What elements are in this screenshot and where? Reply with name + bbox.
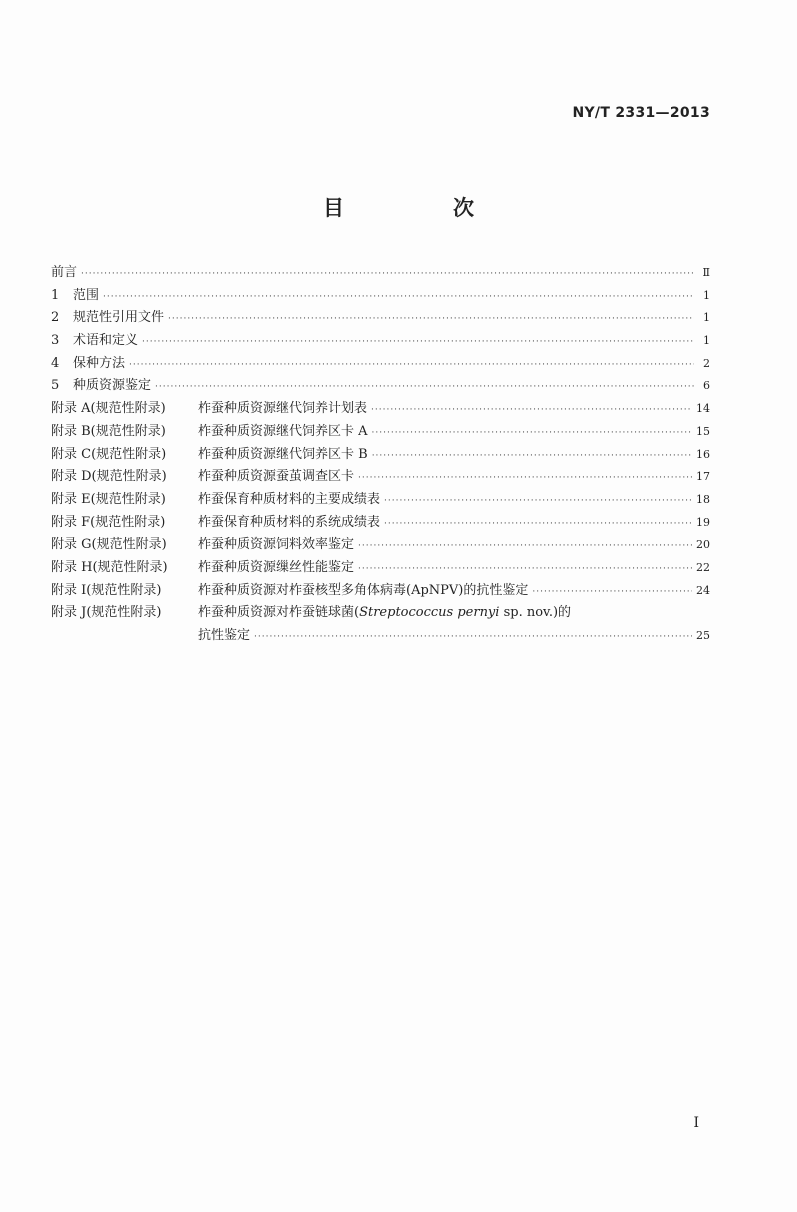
toc-page: 1 — [703, 288, 710, 302]
leader-dots — [372, 422, 692, 445]
leader-dots — [532, 581, 692, 604]
leader-dots — [155, 376, 694, 399]
annex-prefix: 附录 E(规范性附录) — [51, 491, 166, 507]
toc-entry-annex-g[interactable] — [51, 534, 710, 557]
toc-page: 1 — [703, 311, 710, 325]
toc-page: 18 — [696, 492, 710, 506]
toc-number: 1 — [51, 287, 60, 303]
toc-number: 3 — [51, 333, 60, 349]
toc-entry-annex-j-continuation[interactable] — [51, 625, 710, 648]
annex-prefix: 附录 B(规范性附录) — [51, 423, 166, 439]
leader-dots — [142, 331, 694, 354]
toc-label — [198, 602, 571, 625]
toc-label: 柞蚕种质资源继代饲养区卡 B — [198, 446, 368, 462]
leader-dots — [358, 535, 692, 558]
toc-page: 15 — [696, 424, 710, 438]
toc-entry-annex-e[interactable] — [51, 489, 710, 512]
leader-dots — [358, 558, 692, 581]
leader-dots — [129, 354, 694, 377]
annex-prefix: 附录 F(规范性附录) — [51, 514, 166, 530]
toc-entry-section-2[interactable] — [51, 307, 710, 330]
leader-dots — [372, 445, 692, 468]
leader-dots — [358, 467, 692, 490]
toc-label-part: sp. nov.)的 — [499, 605, 572, 621]
annex-prefix: 附录 H(规范性附录) — [51, 559, 168, 575]
toc-entry-section-3[interactable] — [51, 330, 710, 353]
toc-label-part: 柞蚕种质资源对柞蚕链球菌( — [198, 605, 360, 621]
toc-label: 柞蚕种质资源继代饲养计划表 — [198, 401, 368, 417]
toc-entry-section-1[interactable] — [51, 285, 710, 308]
toc-entry-annex-i[interactable] — [51, 580, 710, 603]
toc-page: 6 — [703, 379, 710, 393]
toc-label: 前言 — [51, 265, 78, 280]
toc-entry-annex-a[interactable] — [51, 398, 710, 421]
toc-entry-section-5[interactable] — [51, 375, 710, 398]
toc-entry-section-4[interactable] — [51, 353, 710, 376]
toc-page: 16 — [696, 447, 710, 461]
leader-dots — [371, 399, 692, 422]
toc-page: 17 — [696, 470, 710, 484]
toc-entry-annex-j[interactable] — [51, 602, 710, 625]
toc-number: 2 — [51, 310, 60, 326]
toc-page: 1 — [703, 334, 710, 348]
toc-label: 柞蚕种质资源饲料效率鉴定 — [198, 537, 355, 553]
toc-label: 范围 — [73, 287, 100, 303]
toc-page: 19 — [696, 515, 710, 529]
toc-page: 20 — [696, 538, 710, 552]
toc-number: 5 — [51, 378, 60, 394]
table-of-contents — [51, 262, 710, 648]
leader-dots — [168, 308, 694, 331]
toc-entry-annex-c[interactable] — [51, 444, 710, 467]
standard-code: NY/T 2331—2013 — [572, 105, 710, 121]
page-number: I — [693, 1115, 699, 1131]
leader-dots — [103, 286, 694, 309]
annex-prefix: 附录 J(规范性附录) — [51, 605, 162, 621]
toc-page: 24 — [696, 583, 710, 597]
toc-label: 柞蚕保育种质材料的系统成绩表 — [198, 514, 381, 530]
annex-prefix: 附录 G(规范性附录) — [51, 537, 167, 553]
toc-label: 规范性引用文件 — [73, 310, 165, 326]
toc-label: 术语和定义 — [73, 333, 139, 349]
toc-label: 柞蚕种质资源继代饲养区卡 A — [198, 423, 368, 439]
toc-page: 2 — [703, 356, 710, 370]
toc-label: 柞蚕种质资源蚕茧调查区卡 — [198, 469, 355, 485]
toc-entry-annex-b[interactable] — [51, 421, 710, 444]
toc-entry-foreword[interactable] — [51, 262, 710, 285]
toc-page: Ⅱ — [702, 266, 710, 279]
annex-prefix: 附录 I(规范性附录) — [51, 582, 162, 598]
toc-label: 柞蚕保育种质材料的主要成绩表 — [198, 491, 381, 507]
toc-page: 14 — [696, 402, 710, 416]
toc-entry-annex-f[interactable] — [51, 512, 710, 535]
toc-label: 柞蚕种质资源缫丝性能鉴定 — [198, 559, 355, 575]
leader-dots — [254, 626, 692, 649]
page-title: 目 次 — [323, 195, 518, 220]
annex-prefix: 附录 A(规范性附录) — [51, 401, 166, 417]
toc-page: 22 — [696, 560, 710, 574]
annex-prefix: 附录 C(规范性附录) — [51, 446, 167, 462]
species-name: Streptococcus pernyi — [359, 605, 500, 621]
leader-dots — [384, 490, 692, 513]
toc-label: 保种方法 — [73, 355, 126, 371]
toc-label: 柞蚕种质资源对柞蚕核型多角体病毒(ApNPV)的抗性鉴定 — [198, 582, 529, 598]
toc-entry-annex-d[interactable] — [51, 466, 710, 489]
toc-number: 4 — [51, 355, 60, 371]
toc-label: 种质资源鉴定 — [73, 378, 152, 394]
toc-label: 抗性鉴定 — [198, 628, 251, 643]
toc-page: 25 — [696, 629, 710, 642]
leader-dots — [384, 513, 692, 536]
annex-prefix: 附录 D(规范性附录) — [51, 469, 167, 485]
leader-dots — [81, 263, 694, 286]
toc-entry-annex-h[interactable] — [51, 557, 710, 580]
